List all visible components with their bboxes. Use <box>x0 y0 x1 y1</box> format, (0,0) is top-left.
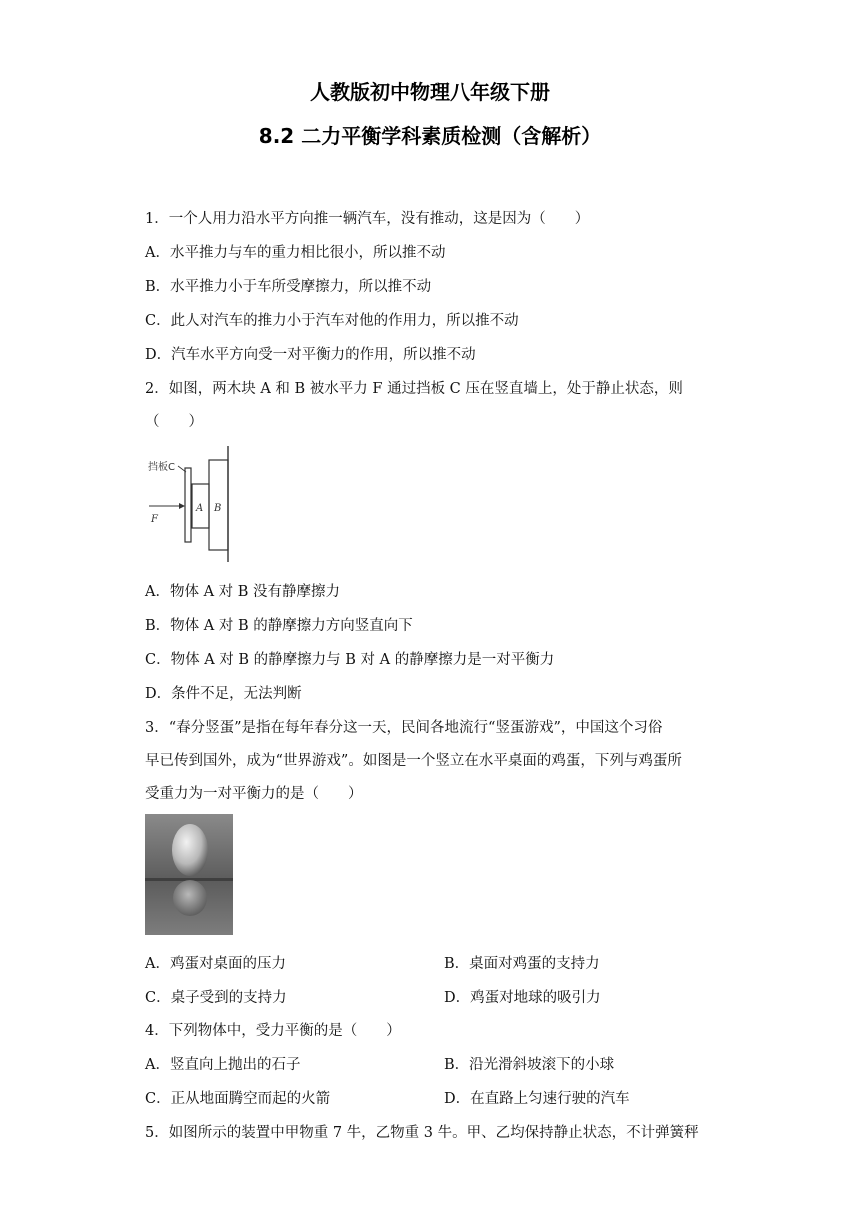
question-3-option-a: A．鸡蛋对桌面的压力 <box>145 956 286 972</box>
question-2-option-b: B．物体 A 对 B 的静摩擦力方向竖直向下 <box>145 618 413 634</box>
question-2-option-d: D．条件不足，无法判断 <box>145 686 302 702</box>
question-4-option-b: B．沿光滑斜坡滚下的小球 <box>444 1057 615 1073</box>
egg <box>172 824 208 876</box>
question-2-stem: 2．如图，两木块 A 和 B 被水平力 F 通过挡板 C 压在竖直墙上，处于静止状态，则 <box>145 381 683 397</box>
question-1-option-c: C．此人对汽车的推力小于汽车对他的作用力，所以推不动 <box>145 313 519 329</box>
question-3-stem-line3: 受重力为一对平衡力的是（ ） <box>145 786 363 802</box>
question-2-option-a: A．物体 A 对 B 没有静摩擦力 <box>145 584 341 600</box>
document-subtitle: 8.2 二力平衡学科素质检测（含解析） <box>258 124 602 148</box>
question-1-stem: 1．一个人用力沿水平方向推一辆汽车，没有推动，这是因为（ ） <box>145 211 590 227</box>
question-3-stem-line1: 3．“春分竖蛋”是指在每年春分这一天，民间各地流行“竖蛋游戏”，中国这个习俗 <box>145 720 663 736</box>
question-1-option-a: A．水平推力与车的重力相比很小，所以推不动 <box>145 245 446 261</box>
question-1-option-b: B．水平推力小于车所受摩擦力，所以推不动 <box>145 279 432 295</box>
document-title: 人教版初中物理八年级下册 <box>310 80 550 104</box>
question-4-stem: 4．下列物体中，受力平衡的是（ ） <box>145 1023 401 1039</box>
question-1-option-d: D．汽车水平方向受一对平衡力的作用，所以推不动 <box>145 347 476 363</box>
label-force-f: F <box>151 514 158 525</box>
question-4-option-d: D．在直路上匀速行驶的汽车 <box>444 1091 630 1107</box>
question-3-option-d: D．鸡蛋对地球的吸引力 <box>444 990 601 1006</box>
egg-reflection <box>173 880 207 916</box>
question-5-stem: 5．如图所示的装置中甲物重 7 牛，乙物重 3 牛。甲、乙均保持静止状态，不计弹簧秤 <box>145 1125 699 1141</box>
label-block-a: A <box>196 503 204 514</box>
question-3-stem-line2: 早已传到国外，成为“世界游戏”。如图是一个竖立在水平桌面的鸡蛋，下列与鸡蛋所 <box>145 753 682 769</box>
question-4-option-c: C．正从地面腾空而起的火箭 <box>145 1091 331 1107</box>
question-2-option-c: C．物体 A 对 B 的静摩擦力与 B 对 A 的静摩擦力是一对平衡力 <box>145 652 555 668</box>
label-block-b: B <box>214 503 222 514</box>
question-4-option-a: A．竖直向上抛出的石子 <box>145 1057 301 1073</box>
question-3-option-c: C．桌子受到的支持力 <box>145 990 287 1006</box>
question-2-figure <box>145 444 235 564</box>
question-3-option-b: B．桌面对鸡蛋的支持力 <box>444 956 600 972</box>
baffle-c <box>185 468 191 542</box>
egg-photo <box>145 814 233 935</box>
question-2-stem-bracket: （ ） <box>145 414 203 430</box>
label-baffle-c: 挡板C <box>148 462 175 473</box>
force-arrowhead <box>179 503 185 509</box>
